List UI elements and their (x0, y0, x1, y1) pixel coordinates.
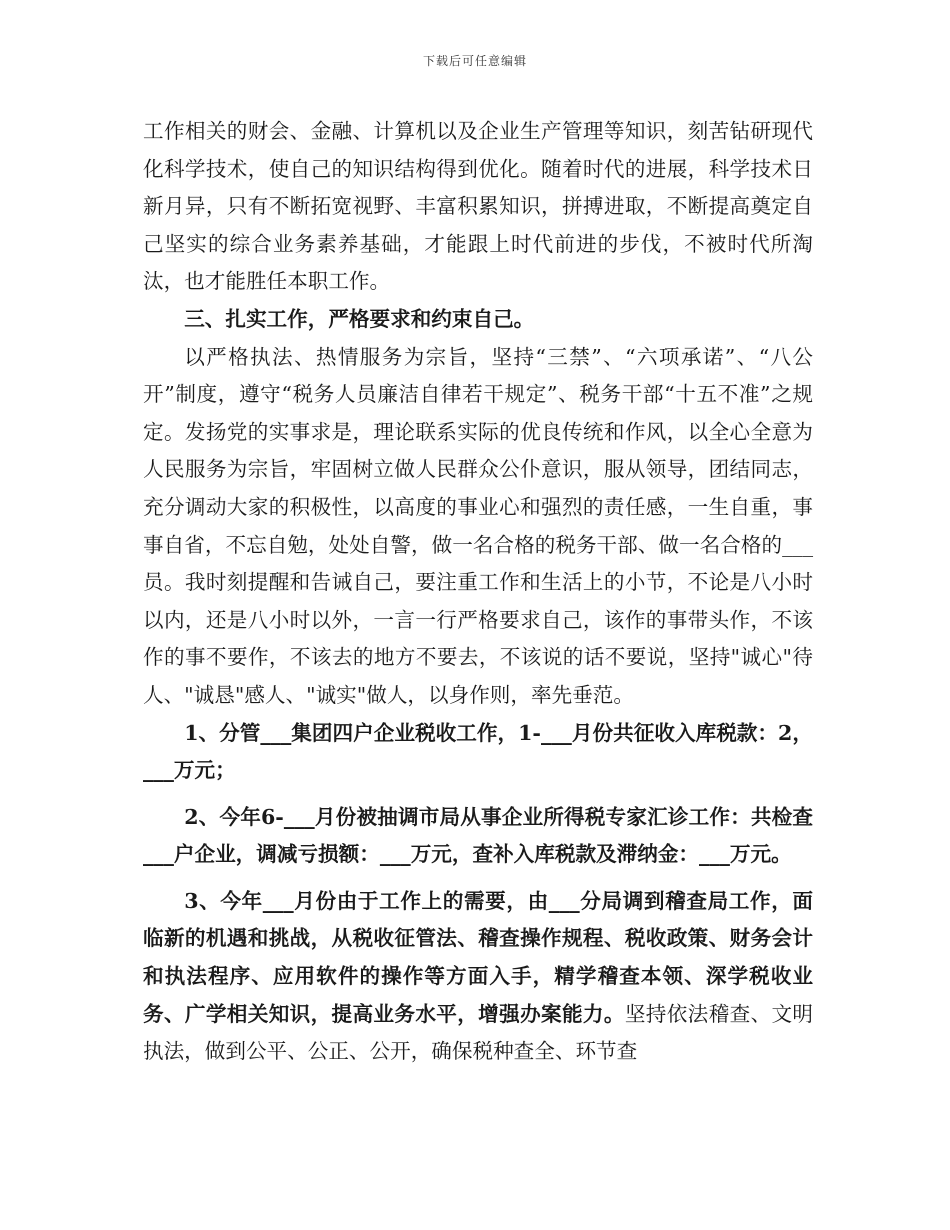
paragraph-discipline: 以严格执法、热情服务为宗旨，坚持“三禁”、“六项承诺”、“八公开”制度，遵守“税务人员廉洁自律若干规定”、税务干部“十五不准”之规定。发扬党的实事求是，理论联系实际的优良传统和作风，以全心全意为人民服务为宗旨，牢固树立做人民群众公仆意识，服从领导，团结同志，充分调动大家的积极性，以高度的事业心和强烈的责任感，一生自重，事事自省，不忘自勉，处处自警，做一名合格的税务干部、做一名合格的___员。我时刻提醒和告诫自己，要注重工作和生活上的小节，不论是八小时以内，还是八小时以外，一言一行严格要求自己，该作的事带头作，不该作的事不要作，不该去的地方不要去，不该说的话不要说，坚持"诚心"待人、"诚恳"感人、"诚实"做人，以身作则，率先垂范。 (143, 344, 813, 707)
page-header-note: 下载后可任意编辑 (422, 54, 527, 68)
list-item-3-bold-text: 3、今年___月份由于工作上的需要，由___分局调到稽查局工作，面临新的机遇和挑战，从税收征管法、稽查操作规程、税收政策、财务会计和执法程序、应用软件的操作等方面入手，精学稽查本领、深学税收业务、广学相关知识，提高业务水平，增强办案能力。 (143, 888, 813, 1026)
list-item-3-regular-text: 坚持依法稽查、文明执法，做到公平、公正、公开，确保税种查全、环节查 (143, 1001, 814, 1064)
list-item-1: 1、分管___集团四户企业税收工作，1-___月份共征收入库税款：2，___万元； (143, 720, 813, 783)
document-body (143, 113, 813, 1071)
list-item-3 (143, 883, 813, 1071)
paragraph-knowledge: 工作相关的财会、金融、计算机以及企业生产管理等知识，刻苦钻研现代化科学技术，使自己的知识结构得到优化。随着时代的进展，科学技术日新月异，只有不断拓宽视野、丰富积累知识，拼搏进取，不断提高奠定自己坚实的综合业务素养基础，才能跟上时代前进的步伐，不被时代所淘汰，也才能胜任本职工作。 (143, 119, 813, 294)
section-heading-3: 三、扎实工作，严格要求和约束自己。 (184, 306, 535, 331)
list-item-2: 2、今年6-___月份被抽调市局从事企业所得税专家汇诊工作：共检查___户企业，调减亏损额：___万元，查补入库税款及滞纳金：___万元。 (143, 804, 813, 867)
